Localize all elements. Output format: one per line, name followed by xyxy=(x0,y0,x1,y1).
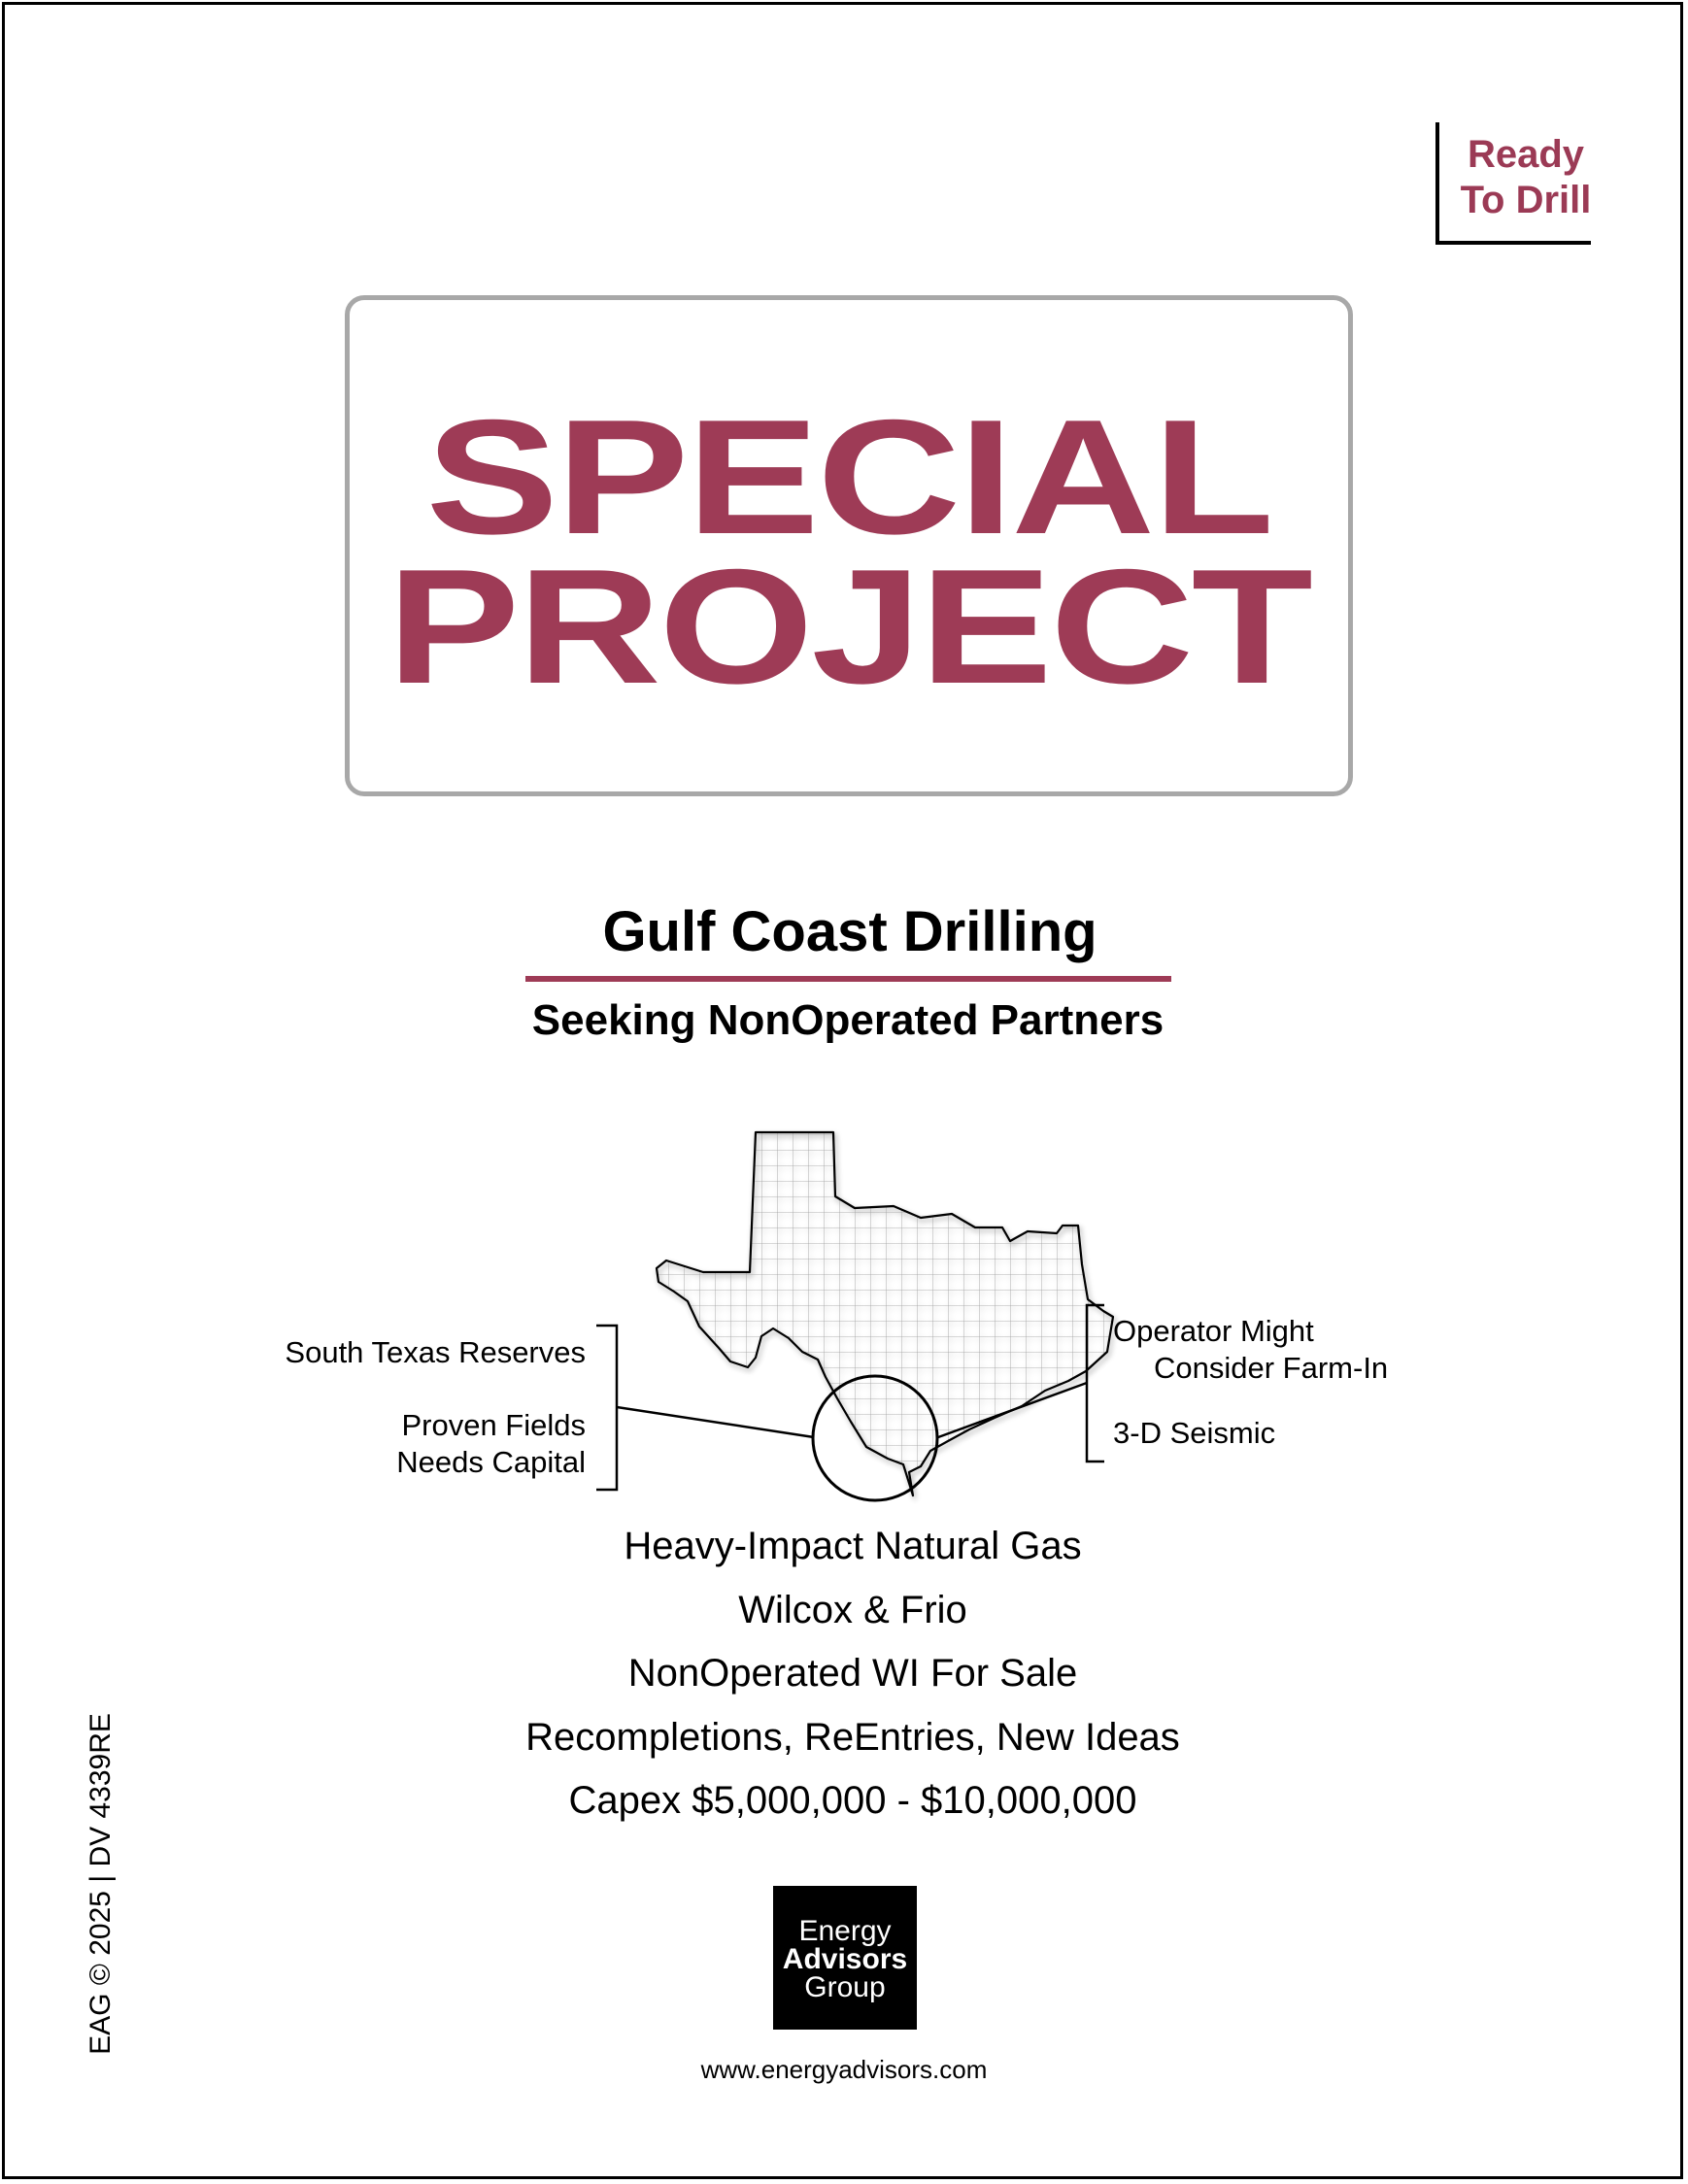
side-reference-label: EAG © 2025 | DV 4339RE xyxy=(84,1713,117,2055)
note-operator-might: Operator Might xyxy=(1113,1314,1314,1348)
note-needs-capital: Needs Capital xyxy=(396,1445,586,1479)
feature-item: Heavy-Impact Natural Gas xyxy=(624,1525,1082,1567)
ready-label: Ready xyxy=(1467,133,1585,176)
page-title: Gulf Coast Drilling xyxy=(602,900,1097,963)
website-link[interactable]: www.energyadvisors.com xyxy=(700,2055,988,2084)
banner-line-special: SPECIAL xyxy=(425,386,1272,568)
note-3d-seismic: 3-D Seismic xyxy=(1113,1416,1276,1450)
logo-line-advisors: Advisors xyxy=(782,1943,908,1975)
note-south-texas-reserves: South Texas Reserves xyxy=(285,1335,586,1369)
feature-list xyxy=(0,1515,1688,1833)
note-proven-fields: Proven Fields xyxy=(401,1408,586,1442)
feature-item: Recompletions, ReEntries, New Ideas xyxy=(525,1715,1180,1759)
logo-line-energy: Energy xyxy=(798,1915,892,1947)
feature-item: NonOperated WI For Sale xyxy=(627,1652,1078,1695)
feature-item: Wilcox & Frio xyxy=(738,1588,967,1631)
energy-advisors-logo xyxy=(773,1886,917,2030)
feature-item: Capex $5,000,000 - $10,000,000 xyxy=(568,1779,1137,1822)
note-consider-farm-in: Consider Farm-In xyxy=(1154,1351,1389,1385)
banner-line-project: PROJECT xyxy=(387,535,1311,718)
to-drill-label: To Drill xyxy=(1460,179,1592,221)
texas-state-outline xyxy=(657,1132,1113,1495)
logo-line-group: Group xyxy=(804,1971,886,2003)
page-subtitle: Seeking NonOperated Partners xyxy=(531,996,1165,1044)
